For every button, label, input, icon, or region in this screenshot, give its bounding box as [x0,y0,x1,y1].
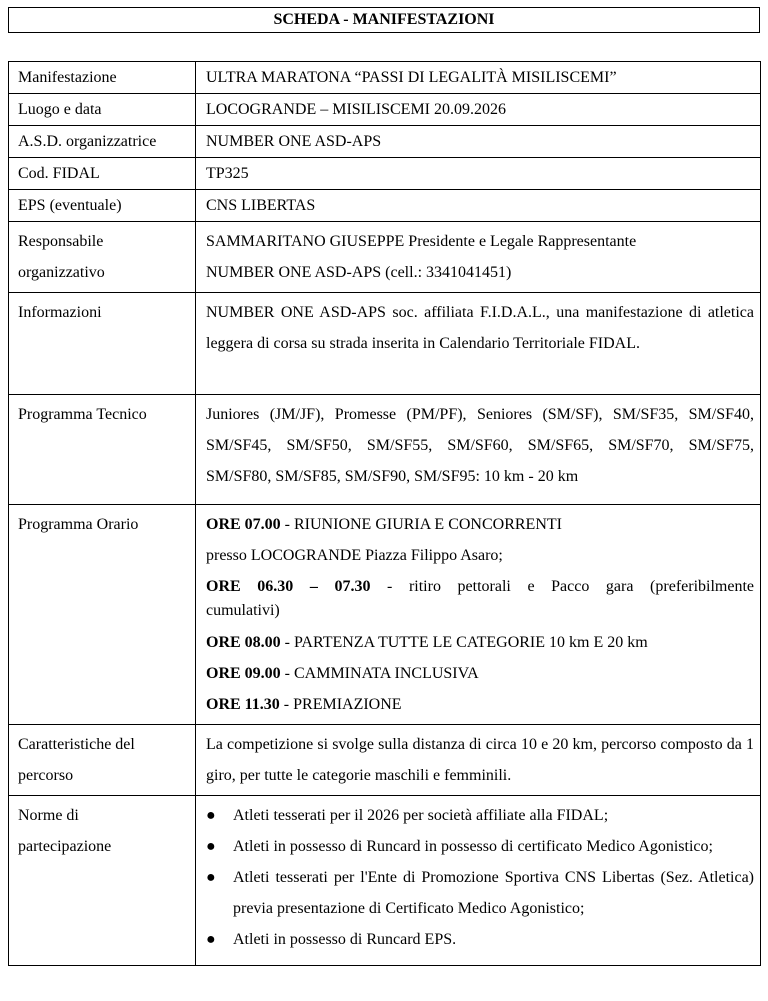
row-value-informazioni: NUMBER ONE ASD-APS soc. affiliata F.I.D.A.L., una manifestazione di atletica leggera di corsa su strada inserita in Calendario Territoriale FIDAL. [196,293,761,395]
table-row [9,62,761,94]
bullet-icon: ● [206,931,216,948]
table-row [9,222,761,293]
table-row [9,725,761,796]
row-value-programma-orario [196,505,761,725]
label-line: partecipazione [18,838,112,855]
row-value-fidal: TP325 [196,158,761,190]
label-line: Norme di [18,807,79,824]
table-row [9,190,761,222]
bullet-icon: ● [206,807,216,824]
row-label-responsabile [9,222,196,293]
label-line: percorso [18,767,74,784]
label-line: Caratteristiche del [18,736,135,753]
page-title: SCHEDA - MANIFESTAZIONI [8,7,760,33]
row-value-programma-tecnico: Juniores (JM/JF), Promesse (PM/PF), Seniores (SM/SF), SM/SF35, SM/SF40, SM/SF45, SM/SF50, SM/SF55, SM/SF60, SM/SF65, SM/SF70, SM/SF75, SM/SF80, SM/SF85, SM/SF90, SM/SF95: 10 km - 20 km [196,395,761,505]
row-label-luogo: Luogo e data [9,94,196,126]
schedule-item: ORE 06.30 – 07.30 - ritiro pettorali e Pacco gara (preferibilmente cumulativi) [206,578,755,619]
event-info-table [8,61,761,966]
bullet-icon: ● [206,869,216,886]
row-label-norme [9,796,196,966]
label-line: Responsabile [18,233,104,250]
schedule-item: ORE 09.00 - CAMMINATA INCLUSIVA [206,665,479,682]
row-label-eps: EPS (eventuale) [9,190,196,222]
label-line: organizzativo [18,264,105,281]
row-value-norme [196,796,761,966]
responsabile-contact: NUMBER ONE ASD-APS (cell.: 3341041451) [206,264,512,281]
bullet-icon: ● [206,838,216,855]
participation-rules-list [206,800,754,955]
table-row [9,94,761,126]
table-row [9,796,761,966]
table-row [9,293,761,395]
table-row [9,505,761,725]
row-label-programma-tecnico: Programma Tecnico [9,395,196,505]
row-value-asd: NUMBER ONE ASD-APS [196,126,761,158]
row-label-manifestazione: Manifestazione [9,62,196,94]
list-item: ● Atleti tesserati per l'Ente di Promozione Sportiva CNS Libertas (Sez. Atletica) previa presentazione di Certificato Medico Agonistico; [206,862,754,924]
row-value-luogo: LOCOGRANDE – MISILISCEMI 20.09.2026 [196,94,761,126]
row-label-informazioni: Informazioni [9,293,196,395]
responsabile-name: SAMMARITANO GIUSEPPE Presidente e Legale Rappresentante [206,233,637,250]
list-item: ● Atleti in possesso di Runcard EPS. [206,924,754,955]
schedule-item: ORE 07.00 - RIUNIONE GIURIA E CONCORRENTI [206,516,562,533]
row-label-programma-orario: Programma Orario [9,505,196,725]
table-row [9,395,761,505]
row-label-caratteristiche [9,725,196,796]
row-label-fidal: Cod. FIDAL [9,158,196,190]
row-value-caratteristiche: La competizione si svolge sulla distanza di circa 10 e 20 km, percorso composto da 1 giro, per tutte le categorie maschili e femminili. [196,725,761,796]
row-value-manifestazione: ULTRA MARATONA “PASSI DI LEGALITÀ MISILISCEMI” [196,62,761,94]
schedule-item: ORE 08.00 - PARTENZA TUTTE LE CATEGORIE 10 km E 20 km [206,634,648,651]
schedule-item: presso LOCOGRANDE Piazza Filippo Asaro; [206,547,503,564]
list-item: ● Atleti in possesso di Runcard in possesso di certificato Medico Agonistico; [206,831,754,862]
table-row [9,126,761,158]
row-value-responsabile [196,222,761,293]
list-item: ● Atleti tesserati per il 2026 per società affiliate alla FIDAL; [206,800,754,831]
row-value-eps: CNS LIBERTAS [196,190,761,222]
table-row [9,158,761,190]
schedule-item: ORE 11.30 - PREMIAZIONE [206,696,402,713]
row-label-asd: A.S.D. organizzatrice [9,126,196,158]
